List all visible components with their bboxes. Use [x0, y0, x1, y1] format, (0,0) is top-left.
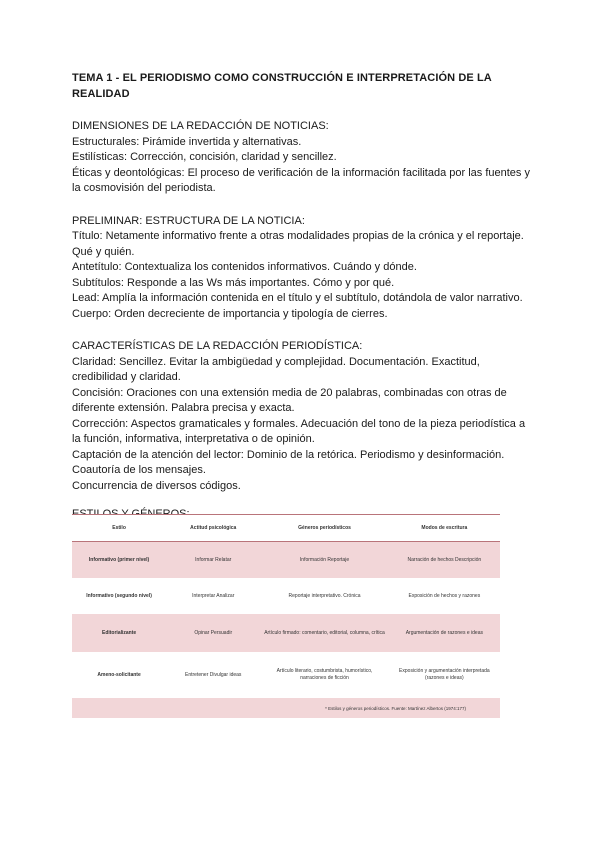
table-cell: Opinar Persuadir — [166, 614, 260, 652]
paragraph-line: Estilísticas: Corrección, concisión, claridad y sencillez. — [72, 151, 337, 163]
table-cell: Argumentación de razones e ideas — [389, 614, 500, 652]
table-footnote: * Estilos y géneros periodísticos. Fuente: Martínez Albertos (1974:177) — [72, 698, 500, 718]
table-cell: Artículo firmado: comentario, editorial, columna, crítica — [260, 614, 388, 652]
paragraph-line: Claridad: Sencillez. Evitar la ambigüedad y complejidad. Documentación. Exactitud, credibilidad y claridad. — [72, 355, 480, 383]
section-dimensiones — [72, 119, 532, 197]
paragraph-line: Coautoría de los mensajes. — [72, 464, 206, 476]
table-cell: Editorializante — [72, 614, 166, 652]
document-title: TEMA 1 - EL PERIODISMO COMO CONSTRUCCIÓN E INTERPRETACIÓN DE LA REALIDAD — [72, 72, 492, 100]
paragraph-line: Estructurales: Pirámide invertida y alternativas. — [72, 135, 302, 148]
table-cell: Reportaje interpretativo. Crónica — [260, 578, 388, 614]
section-heading: DIMENSIONES DE LA REDACCIÓN DE NOTICIAS: — [72, 120, 329, 132]
table-row — [72, 542, 500, 579]
table-row — [72, 578, 500, 614]
table-cell: Informativo (primer nivel) — [72, 542, 166, 579]
paragraph-line: Cuerpo: Orden decreciente de importancia y tipología de cierres. — [72, 307, 388, 320]
table-row — [72, 614, 500, 652]
document-page — [72, 70, 532, 531]
paragraph-line: Lead: Amplía la información contenida en el título y el subtítulo, dotándola de valor narrativo. — [72, 292, 523, 304]
paragraph-line: Éticas y deontológicas: El proceso de verificación de la información facilitada por las fuentes y la cosmovisión del periodista. — [72, 166, 530, 194]
paragraph-line: Subtítulos: Responde a las Ws más importantes. Cómo y por qué. — [72, 276, 395, 289]
table-cell: Informar Relatar — [166, 542, 260, 579]
header-actitud: Actitud psicológica — [166, 515, 260, 542]
paragraph-line: Corrección: Aspectos gramaticales y formales. Adecuación del tono de la pieza periodística a la función, informativa, interpretativa o de opinión. — [72, 417, 526, 445]
section-heading: CARACTERÍSTICAS DE LA REDACCIÓN PERIODÍSTICA: — [72, 340, 363, 352]
paragraph-line: Concisión: Oraciones con una extensión media de 20 palabras, combinadas con otras de diferente extensión. Palabra precisa y exacta. — [72, 386, 507, 414]
table-cell: Informativo (segundo nivel) — [72, 578, 166, 614]
paragraph-line: Título: Netamente informativo frente a otras modalidades propias de la crónica y el reportaje. Qué y quién. — [72, 230, 524, 258]
table-cell: Entretener Divulgar ideas — [166, 652, 260, 698]
styles-genres-table-wrapper — [72, 514, 500, 718]
table-footnote-row — [72, 698, 500, 718]
table-header-row — [72, 515, 500, 542]
header-modos: Modos de escritura — [389, 515, 500, 542]
table-cell: Artículo literario, costumbrista, humorístico, narraciones de ficción — [260, 652, 388, 698]
table-cell: Interpretar Analizar — [166, 578, 260, 614]
table-cell: Exposición de hechos y razones — [389, 578, 500, 614]
table-cell: Exposición y argumentación interpretada (razones e ideas) — [389, 652, 500, 698]
table-cell: Información Reportaje — [260, 542, 388, 579]
section-caracteristicas — [72, 339, 532, 494]
section-estructura — [72, 214, 532, 323]
paragraph-line: Captación de la atención del lector: Dominio de la retórica. Periodismo y desinformación. — [72, 448, 505, 461]
header-estilo: Estilo — [72, 515, 166, 542]
paragraph-line: Antetítulo: Contextualiza los contenidos informativos. Cuándo y dónde. — [72, 261, 417, 273]
section-heading: PRELIMINAR: ESTRUCTURA DE LA NOTICIA: — [72, 214, 305, 227]
header-generos: Géneros periodísticos — [260, 515, 388, 542]
styles-genres-table — [72, 514, 500, 718]
table-row — [72, 652, 500, 698]
table-cell: Narración de hechos Descripción — [389, 542, 500, 579]
paragraph-line: Concurrencia de diversos códigos. — [72, 479, 241, 492]
table-cell: Ameno-solicitante — [72, 652, 166, 698]
